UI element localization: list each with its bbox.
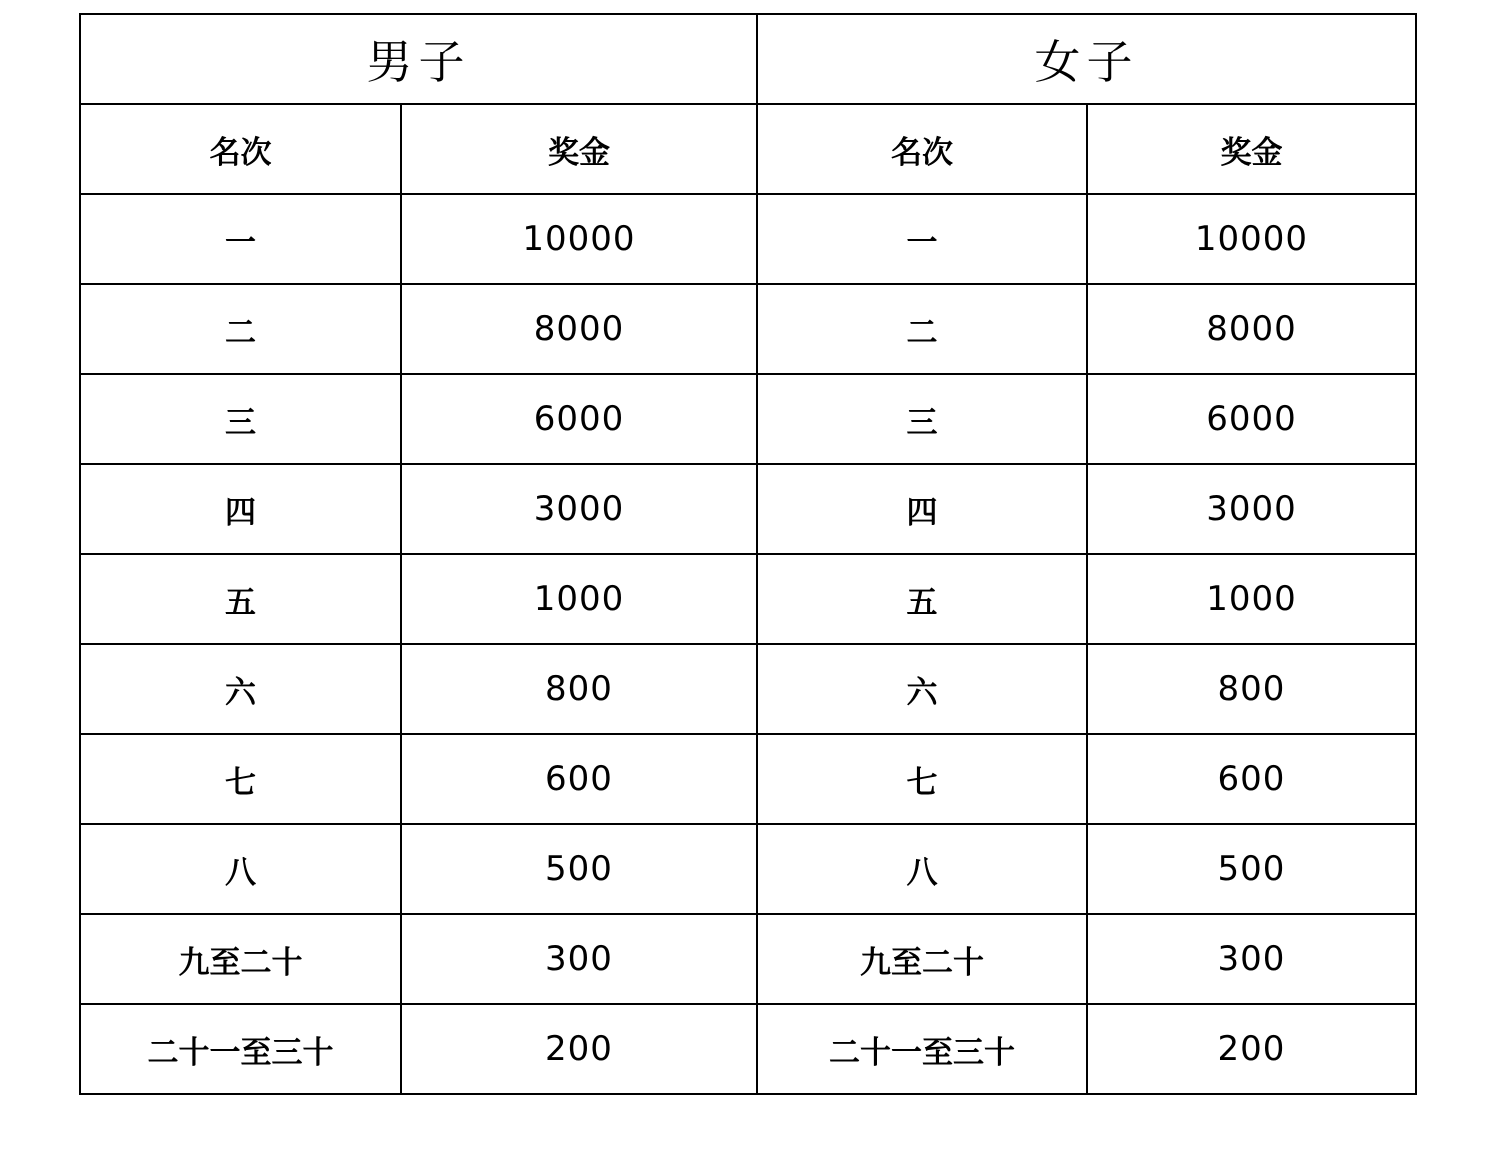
- women-prize-cell: 10000: [1087, 194, 1416, 284]
- women-rank-cell: 二: [757, 284, 1087, 374]
- men-rank-cell: 七: [80, 734, 401, 824]
- men-rank-cell: 一: [80, 194, 401, 284]
- table-row: [80, 284, 1416, 374]
- women-prize-cell: 300: [1087, 914, 1416, 1004]
- men-rank-cell: 九至二十: [80, 914, 401, 1004]
- men-rank-cell: 二: [80, 284, 401, 374]
- women-rank-cell: 九至二十: [757, 914, 1087, 1004]
- column-header-row: [80, 104, 1416, 194]
- table-row: [80, 194, 1416, 284]
- men-group-header: 男子: [80, 14, 757, 104]
- women-rank-cell: 二十一至三十: [757, 1004, 1087, 1094]
- men-rank-cell: 四: [80, 464, 401, 554]
- group-header-row: [80, 14, 1416, 104]
- women-rank-cell: 六: [757, 644, 1087, 734]
- men-prize-cell: 6000: [401, 374, 757, 464]
- men-rank-cell: 五: [80, 554, 401, 644]
- men-prize-cell: 300: [401, 914, 757, 1004]
- women-prize-cell: 1000: [1087, 554, 1416, 644]
- women-prize-cell: 800: [1087, 644, 1416, 734]
- men-prize-cell: 500: [401, 824, 757, 914]
- women-prize-header: 奖金: [1087, 104, 1416, 194]
- men-prize-header: 奖金: [401, 104, 757, 194]
- table-row: [80, 914, 1416, 1004]
- men-prize-cell: 200: [401, 1004, 757, 1094]
- women-prize-cell: 8000: [1087, 284, 1416, 374]
- men-rank-cell: 二十一至三十: [80, 1004, 401, 1094]
- men-prize-cell: 3000: [401, 464, 757, 554]
- women-rank-cell: 一: [757, 194, 1087, 284]
- men-prize-cell: 1000: [401, 554, 757, 644]
- men-prize-cell: 10000: [401, 194, 757, 284]
- women-prize-cell: 500: [1087, 824, 1416, 914]
- men-prize-cell: 800: [401, 644, 757, 734]
- women-rank-cell: 五: [757, 554, 1087, 644]
- men-prize-cell: 8000: [401, 284, 757, 374]
- prize-table: [79, 13, 1417, 1095]
- table-row: [80, 464, 1416, 554]
- women-rank-cell: 八: [757, 824, 1087, 914]
- women-prize-cell: 6000: [1087, 374, 1416, 464]
- table-row: [80, 374, 1416, 464]
- table-row: [80, 644, 1416, 734]
- women-prize-cell: 600: [1087, 734, 1416, 824]
- women-prize-cell: 200: [1087, 1004, 1416, 1094]
- women-group-header: 女子: [757, 14, 1416, 104]
- women-prize-cell: 3000: [1087, 464, 1416, 554]
- women-rank-cell: 四: [757, 464, 1087, 554]
- men-rank-header: 名次: [80, 104, 401, 194]
- men-rank-cell: 三: [80, 374, 401, 464]
- table-row: [80, 734, 1416, 824]
- women-rank-header: 名次: [757, 104, 1087, 194]
- men-rank-cell: 六: [80, 644, 401, 734]
- women-rank-cell: 七: [757, 734, 1087, 824]
- men-prize-cell: 600: [401, 734, 757, 824]
- men-rank-cell: 八: [80, 824, 401, 914]
- table-row: [80, 1004, 1416, 1094]
- table-row: [80, 824, 1416, 914]
- table-row: [80, 554, 1416, 644]
- women-rank-cell: 三: [757, 374, 1087, 464]
